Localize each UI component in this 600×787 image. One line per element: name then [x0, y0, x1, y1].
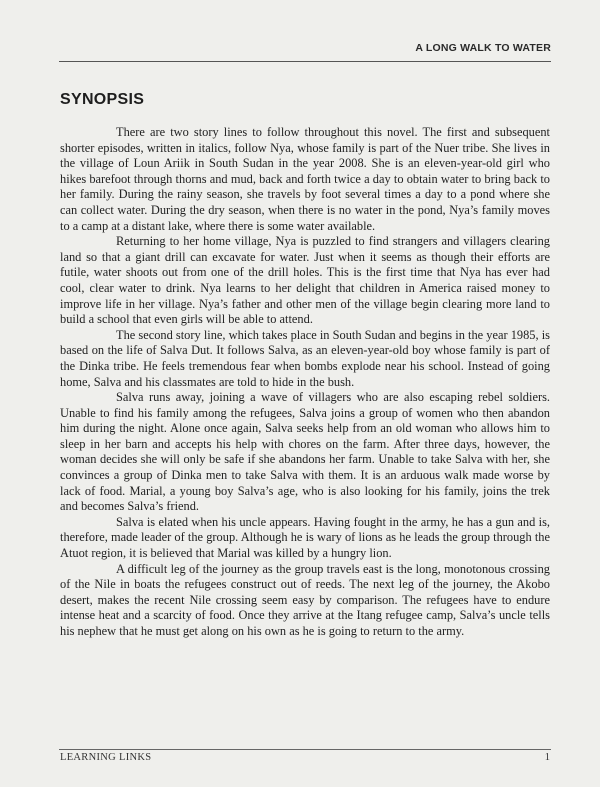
page-number: 1 [544, 752, 550, 763]
paragraph: The second story line, which takes place in South Sudan and begins in the year 1985, is based on the life of Salva Dut. It follows Salva, as an eleven-year-old boy whose family is part of the Dinka tribe. He feels tremendous fear when bombs explode near his school. Instead of going home, Salva and his classmates are told to hide in the bush. [60, 327, 550, 389]
header-divider [59, 61, 551, 62]
footer-publisher: LEARNING LINKS [60, 752, 152, 763]
paragraph: Salva runs away, joining a wave of villagers who are also escaping rebel soldiers. Unable to find his family among the refugees, Salva joins a group of women who then abandon him during the night. Alone once again, Salva seeks help from an old woman who allows him to sleep in her barn and accepts his help with chores on the farm. After three days, however, the woman decides she will only be safe if she abandons her farm. Unable to take Salva with her, she convinces a group of Dinka men to take Salva with them. It is an arduous walk made worse by lack of food. Marial, a young boy Salva’s age, who is also looking for his family, joins the trek and becomes Salva’s friend. [60, 390, 550, 514]
paragraph: Salva is elated when his uncle appears. Having fought in the army, he has a gun and is, therefore, made leader of the group. Although he is wary of lions as he leads the group through the Atuot region, it is believed that Marial was killed by a hungry lion. [60, 514, 550, 561]
synopsis-body [60, 125, 550, 640]
paragraph: A difficult leg of the journey as the group travels east is the long, monotonous crossing of the Nile in boats the refugees construct out of reeds. The next leg of the journey, the Akobo desert, makes the recent Nile crossing seem easy by comparison. The refugees have to endure intense heat and a scarcity of food. Once they arrive at the Itang refugee camp, Salva’s uncle tells his nephew that he must get along on his own as he is going to return to the army. [60, 561, 550, 638]
paragraph: Returning to her home village, Nya is puzzled to find strangers and villagers clearing land so that a giant drill can excavate for water. Just when it seems as though their efforts are futile, water shoots out from one of the drill holes. This is the first time that Nya has ever had cool, clear water to drink. Nya learns to her delight that children in America raised money to improve life in her village. Nya’s father and other men of the village begin clearing more land to build a school that even girls will be able to attend. [60, 234, 550, 327]
paragraph: There are two story lines to follow throughout this novel. The first and subsequent shorter episodes, written in italics, follow Nya, whose family is part of the Nuer tribe. She lives in the village of Loun Ariik in South Sudan in the year 2008. She is an eleven-year-old girl who hikes barefoot through thorns and mud, back and forth twice a day to obtain water to bring back to her family. During the rainy season, she travels by foot several times a day to a pond where she can collect water. During the dry season, when there is no water in the pond, Nya’s family moves to a camp at a distant lake, where there is some water available. [60, 125, 550, 233]
footer-divider [59, 749, 551, 750]
running-header-title: A LONG WALK TO WATER [415, 42, 551, 54]
section-title: SYNOPSIS [60, 91, 145, 108]
